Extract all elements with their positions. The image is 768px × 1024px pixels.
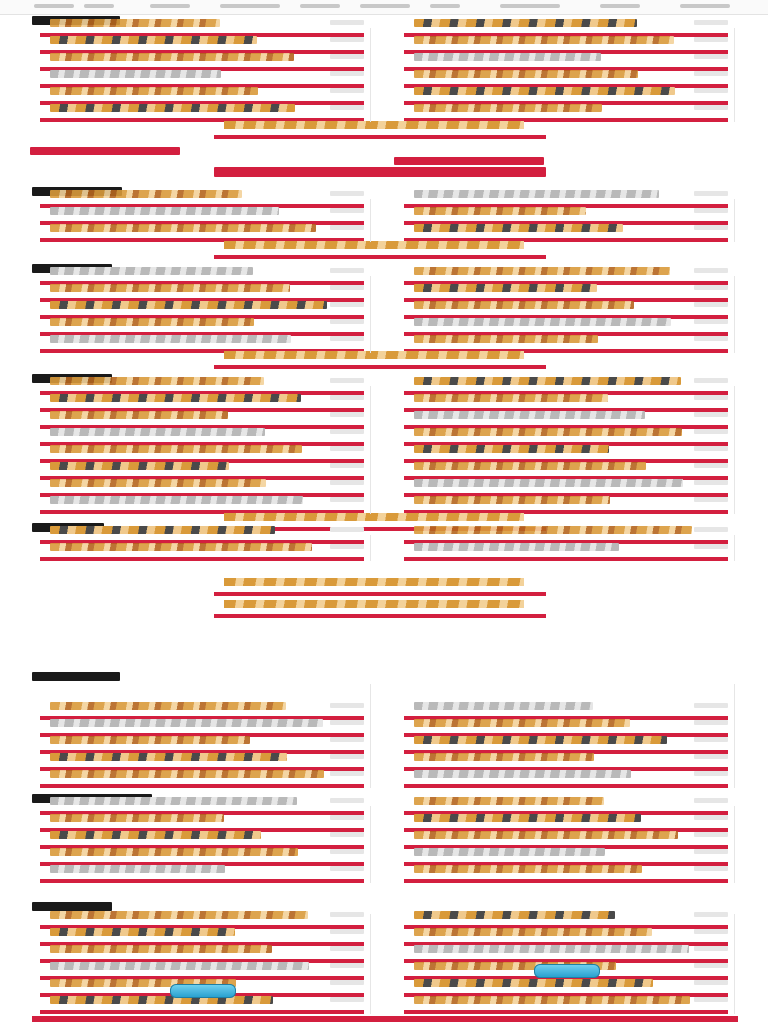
featured-headline[interactable] [214,351,546,369]
headline-item[interactable] [404,428,728,446]
featured-text[interactable] [224,600,524,608]
column-divider [370,386,371,514]
headline-item[interactable] [404,36,728,54]
section-heading[interactable] [32,902,112,911]
timestamp [694,285,728,290]
top-nav [0,0,768,15]
headline-item[interactable] [40,702,364,720]
headline-text[interactable] [414,479,683,487]
timestamp [694,412,728,417]
timestamp [330,88,364,93]
timestamp [330,544,364,549]
headline-text[interactable] [50,53,294,61]
headline-text[interactable] [414,104,602,112]
timestamp [694,302,728,307]
headline-item[interactable] [404,462,728,480]
timestamp [694,446,728,451]
headline-text[interactable] [414,190,659,198]
headline-text[interactable] [414,19,637,27]
headline-text[interactable] [414,797,604,805]
timestamp [694,208,728,213]
headline-text[interactable] [50,962,309,970]
headline-text[interactable] [50,428,265,436]
divider [214,592,546,596]
column-divider [370,684,371,788]
nav-link[interactable] [34,4,74,8]
timestamp [694,105,728,110]
featured-headline[interactable] [214,600,546,618]
timestamp [694,225,728,230]
headline-text[interactable] [414,996,690,1004]
headline-item[interactable] [404,190,728,208]
timestamp [694,268,728,273]
headline-item[interactable] [404,70,728,88]
timestamp [694,429,728,434]
timestamp [694,191,728,196]
timestamp [330,771,364,776]
column-divider [734,914,735,1014]
headline-text[interactable] [50,496,303,504]
headline-text[interactable] [414,462,646,470]
timestamp [330,963,364,968]
timestamp [694,946,728,951]
divider [404,784,728,788]
timestamp [330,798,364,803]
headline-text[interactable] [50,394,301,402]
headline-text[interactable] [414,702,593,710]
headline-text[interactable] [414,979,653,987]
timestamp [330,980,364,985]
timestamp [694,497,728,502]
headline-item[interactable] [404,479,728,497]
headline-item[interactable] [40,928,364,946]
headline-text[interactable] [414,831,678,839]
headline-item[interactable] [40,377,364,395]
nav-link[interactable] [220,4,280,8]
timestamp [330,336,364,341]
headline-item[interactable] [40,911,364,929]
nav-link[interactable] [360,4,410,8]
timestamp [694,720,728,725]
headline-text[interactable] [50,190,242,198]
headline-text[interactable] [50,526,275,534]
headline-item[interactable] [404,19,728,37]
timestamp [694,866,728,871]
timestamp [694,754,728,759]
headline-item[interactable] [40,814,364,832]
column-divider [734,806,735,883]
column-divider [370,914,371,1014]
headline-item[interactable] [40,719,364,737]
featured-text[interactable] [224,351,524,359]
timestamp [694,849,728,854]
headline-text[interactable] [414,445,609,453]
nav-link[interactable] [300,4,340,8]
headline-item[interactable] [40,190,364,208]
headline-item[interactable] [40,526,364,544]
headline-text[interactable] [414,814,641,822]
featured-text[interactable] [224,513,524,521]
headline-text[interactable] [414,736,667,744]
timestamp [330,463,364,468]
column-divider [734,28,735,122]
headline-text[interactable] [414,526,692,534]
divider [214,255,546,259]
headline-text[interactable] [50,945,272,953]
headline-item[interactable] [404,865,728,883]
headline-item[interactable] [404,318,728,336]
timestamp [330,319,364,324]
headline-text[interactable] [50,301,327,309]
headline-text[interactable] [50,865,225,873]
timestamp [330,429,364,434]
timestamp [330,737,364,742]
headline-text[interactable] [414,428,682,436]
headline-text[interactable] [414,53,601,61]
headline-item[interactable] [404,996,728,1014]
timestamp [330,395,364,400]
featured-text[interactable] [224,121,524,129]
headline-text[interactable] [50,335,291,343]
headline-item[interactable] [404,814,728,832]
timestamp [330,997,364,1002]
headline-item[interactable] [40,865,364,883]
timestamp [330,191,364,196]
timestamp [330,105,364,110]
timestamp [330,703,364,708]
nav-link[interactable] [500,4,560,8]
nav-link[interactable] [84,4,114,8]
headline-text[interactable] [414,267,670,275]
headline-item[interactable] [40,496,364,514]
divider [40,879,364,883]
headline-text[interactable] [414,719,630,727]
headline-text[interactable] [414,224,623,232]
timestamp [330,54,364,59]
headline-text[interactable] [50,831,261,839]
promo-banner[interactable] [394,157,544,165]
headline-text[interactable] [50,479,266,487]
headline-text[interactable] [50,267,253,275]
headline-text[interactable] [414,945,689,953]
headline-text[interactable] [50,702,286,710]
nav-link[interactable] [600,4,640,8]
headline-text[interactable] [414,87,675,95]
headline-item[interactable] [40,267,364,285]
divider [214,614,546,618]
divider [404,557,728,561]
headline-item[interactable] [404,770,728,788]
headline-item[interactable] [40,428,364,446]
headline-text[interactable] [50,814,224,822]
headline-item[interactable] [40,53,364,71]
headline-item[interactable] [404,53,728,71]
timestamp [694,395,728,400]
timestamp [330,71,364,76]
timestamp [330,225,364,230]
headline-item[interactable] [40,996,364,1014]
nav-link[interactable] [680,4,730,8]
divider [40,557,364,561]
promo-banner[interactable] [30,147,180,155]
divider [40,784,364,788]
nav-link[interactable] [430,4,460,8]
timestamp [694,912,728,917]
timestamp [694,980,728,985]
headline-item[interactable] [404,496,728,514]
headline-text[interactable] [50,224,316,232]
headline-item[interactable] [40,207,364,225]
timestamp [694,737,728,742]
timestamp [694,771,728,776]
timestamp [330,849,364,854]
headline-text[interactable] [414,70,638,78]
timestamp [330,446,364,451]
timestamp [694,798,728,803]
right-button[interactable] [534,964,600,978]
nav-link[interactable] [150,4,190,8]
timestamp [330,929,364,934]
timestamp [694,378,728,383]
headline-text[interactable] [50,284,290,292]
headline-text[interactable] [50,462,229,470]
headline-text[interactable] [414,377,681,385]
timestamp [694,544,728,549]
left-button[interactable] [170,984,236,998]
footer-bar [32,1016,738,1022]
headline-text[interactable] [414,543,619,551]
headline-text[interactable] [50,70,221,78]
timestamp [694,336,728,341]
timestamp [694,480,728,485]
timestamp [694,37,728,42]
divider [214,365,546,369]
column-divider [734,276,735,353]
headline-item[interactable] [404,284,728,302]
headline-text[interactable] [50,411,228,419]
headline-text[interactable] [50,207,279,215]
headline-text[interactable] [50,928,235,936]
headline-text[interactable] [50,19,220,27]
headline-item[interactable] [40,770,364,788]
headline-text[interactable] [50,543,312,551]
column-divider [370,199,371,242]
headline-text[interactable] [50,36,257,44]
headline-item[interactable] [40,479,364,497]
headline-item[interactable] [40,848,364,866]
headline-text[interactable] [414,207,586,215]
headline-text[interactable] [50,104,295,112]
headline-item[interactable] [40,70,364,88]
headline-text[interactable] [414,36,674,44]
timestamp [330,754,364,759]
headline-item[interactable] [40,19,364,37]
timestamp [330,720,364,725]
headline-item[interactable] [404,207,728,225]
featured-headline[interactable] [214,578,546,596]
headline-item[interactable] [404,702,728,720]
headline-item[interactable] [40,445,364,463]
timestamp [330,815,364,820]
timestamp [694,929,728,934]
divider [214,135,546,139]
headline-item[interactable] [40,301,364,319]
timestamp [694,71,728,76]
timestamp [330,912,364,917]
timestamp [330,832,364,837]
timestamp [330,37,364,42]
timestamp [694,815,728,820]
headline-text[interactable] [50,87,258,95]
column-divider [370,28,371,122]
headline-text[interactable] [50,770,324,778]
headline-item[interactable] [40,411,364,429]
timestamp [694,54,728,59]
headline-text[interactable] [50,848,298,856]
headline-text[interactable] [414,318,671,326]
headline-item[interactable] [404,104,728,122]
timestamp [330,378,364,383]
headline-item[interactable] [404,87,728,105]
headline-text[interactable] [414,848,605,856]
headline-item[interactable] [404,445,728,463]
timestamp [694,88,728,93]
headline-item[interactable] [40,36,364,54]
headline-text[interactable] [414,496,610,504]
headline-item[interactable] [40,797,364,815]
headline-text[interactable] [414,411,645,419]
featured-text[interactable] [224,241,524,249]
headline-item[interactable] [40,104,364,122]
featured-text[interactable] [224,578,524,586]
promo-banner[interactable] [214,167,546,177]
headline-item[interactable] [404,979,728,997]
timestamp [330,285,364,290]
headline-item[interactable] [40,831,364,849]
headline-item[interactable] [40,753,364,771]
headline-item[interactable] [40,224,364,242]
headline-item[interactable] [40,318,364,336]
headline-text[interactable] [414,770,631,778]
headline-item[interactable] [40,87,364,105]
headline-item[interactable] [404,753,728,771]
headline-item[interactable] [40,394,364,412]
column-divider [370,535,371,561]
headline-item[interactable] [40,736,364,754]
headline-item[interactable] [404,928,728,946]
headline-item[interactable] [404,394,728,412]
timestamp [694,319,728,324]
headline-item[interactable] [40,284,364,302]
timestamp [330,946,364,951]
headline-item[interactable] [404,301,728,319]
headline-text[interactable] [414,865,642,873]
timestamp [694,20,728,25]
headline-item[interactable] [40,945,364,963]
headline-text[interactable] [50,911,308,919]
headline-text[interactable] [50,753,287,761]
headline-text[interactable] [414,753,594,761]
headline-text[interactable] [414,284,597,292]
timestamp [330,497,364,502]
headline-item[interactable] [404,411,728,429]
column-divider [734,386,735,514]
featured-headline[interactable] [214,121,546,139]
column-divider [370,806,371,883]
timestamp [694,527,728,532]
headline-item[interactable] [404,831,728,849]
headline-item[interactable] [404,267,728,285]
headline-item[interactable] [404,945,728,963]
headline-item[interactable] [404,719,728,737]
divider [404,1010,728,1014]
headline-item[interactable] [404,848,728,866]
column-divider [734,535,735,561]
timestamp [694,963,728,968]
timestamp [330,20,364,25]
headline-item[interactable] [404,377,728,395]
headline-item[interactable] [404,224,728,242]
featured-headline[interactable] [214,241,546,259]
timestamp [330,480,364,485]
headline-item[interactable] [404,526,728,544]
timestamp [330,527,364,532]
timestamp [694,832,728,837]
column-divider [734,684,735,788]
timestamp [330,302,364,307]
headline-item[interactable] [404,911,728,929]
timestamp [694,463,728,468]
column-divider [734,199,735,242]
timestamp [694,997,728,1002]
column-divider [370,276,371,353]
timestamp [694,703,728,708]
headline-text[interactable] [414,911,615,919]
headline-text[interactable] [50,736,250,744]
headline-text[interactable] [414,928,652,936]
divider [404,879,728,883]
timestamp [330,268,364,273]
headline-text[interactable] [50,445,302,453]
headline-text[interactable] [414,335,598,343]
headline-text[interactable] [50,377,264,385]
headline-text[interactable] [50,318,254,326]
headline-text[interactable] [414,394,608,402]
headline-item[interactable] [404,543,728,561]
headline-text[interactable] [50,719,323,727]
headline-item[interactable] [404,736,728,754]
headline-text[interactable] [414,301,634,309]
headline-item[interactable] [40,543,364,561]
headline-text[interactable] [50,996,273,1004]
headline-item[interactable] [40,962,364,980]
divider [40,1010,364,1014]
headline-text[interactable] [50,797,297,805]
section-heading[interactable] [32,672,120,681]
timestamp [330,208,364,213]
timestamp [330,866,364,871]
headline-item[interactable] [40,462,364,480]
timestamp [330,412,364,417]
headline-item[interactable] [404,797,728,815]
